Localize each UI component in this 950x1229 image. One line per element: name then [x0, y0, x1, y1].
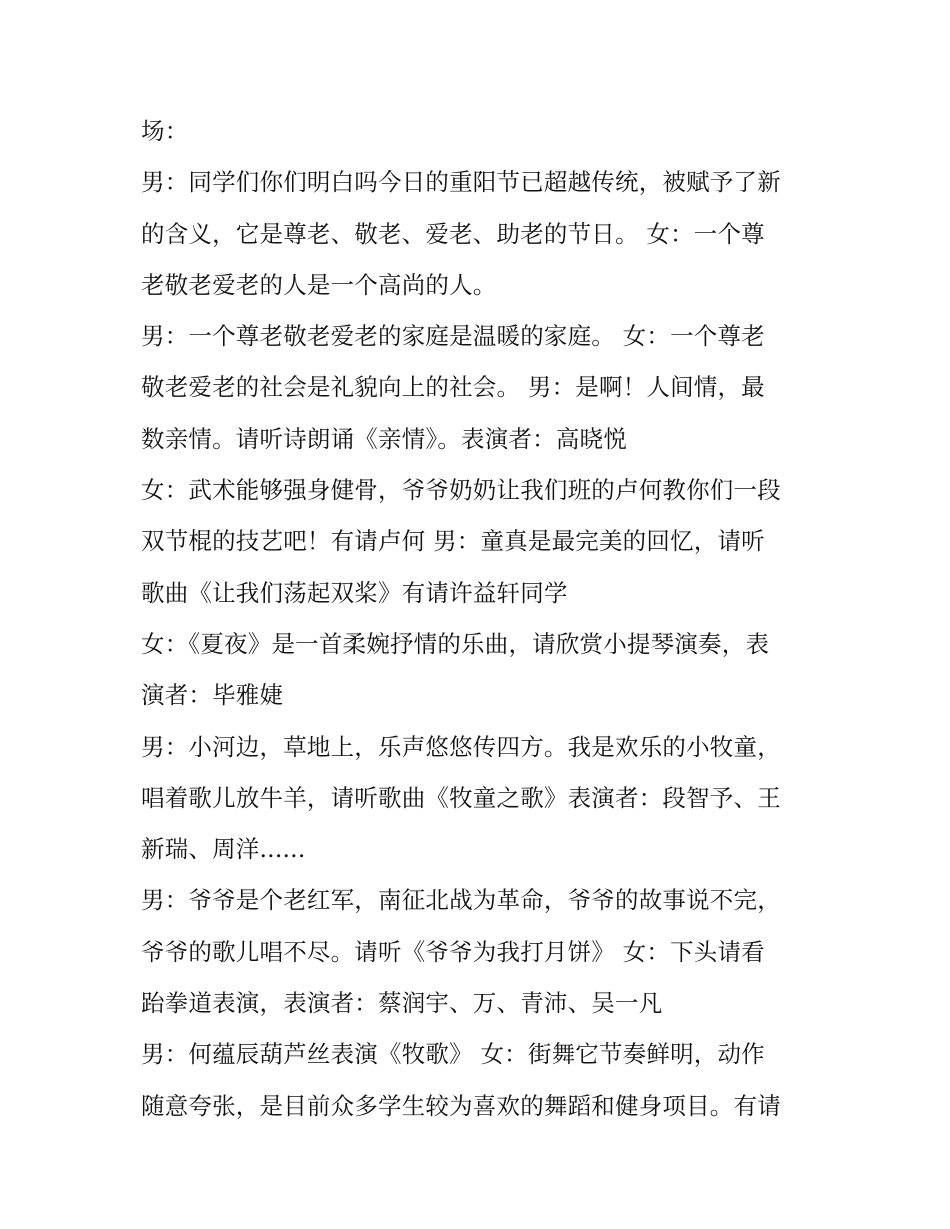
text-line-1: 场：	[141, 117, 189, 145]
text-line-9: 双节棍的技艺吧！有请卢何 男：童真是最完美的回忆，请听	[141, 527, 765, 556]
text-line-18: 跆拳道表演，表演者：蔡润宇、万、青沛、吴一凡	[141, 989, 663, 1018]
text-line-20: 随意夸张，是目前众多学生较为喜欢的舞蹈和健身项目。有请	[141, 1091, 781, 1120]
text-line-17: 爷爷的歌儿唱不尽。请听《爷爷为我打月饼》 女：下头请看	[141, 937, 765, 966]
text-line-13: 男：小河边，草地上，乐声悠悠传四方。我是欢乐的小牧童，	[141, 732, 781, 761]
text-line-8: 女：武术能够强身健骨，爷爷奶奶让我们班的卢何教你们一段	[141, 476, 781, 505]
text-line-12: 演者：毕雅婕	[141, 681, 284, 710]
text-line-6: 敬老爱老的社会是礼貌向上的社会。 男：是啊！人间情，最	[141, 373, 765, 402]
text-line-14: 唱着歌儿放牛羊，请听歌曲《牧童之歌》表演者：段智予、王	[141, 783, 781, 812]
text-line-3: 的含义，它是尊老、敬老、爱老、助老的节日。 女：一个尊	[141, 219, 765, 248]
text-line-16: 男：爷爷是个老红军，南征北战为革命，爷爷的故事说不完，	[141, 886, 781, 915]
text-line-10: 歌曲《让我们荡起双桨》有请许益轩同学	[141, 578, 568, 607]
script-text-block	[141, 106, 821, 1132]
text-line-4: 老敬老爱老的人是一个高尚的人。	[141, 270, 497, 299]
text-line-19: 男：何蕴辰葫芦丝表演《牧歌》 女：街舞它节奏鲜明，动作	[141, 1040, 765, 1069]
text-line-5: 男：一个尊老敬老爱老的家庭是温暖的家庭。 女：一个尊老	[141, 322, 765, 351]
text-line-2: 男：同学们你们明白吗今日的重阳节已超越传统，被赋予了新	[141, 168, 781, 197]
text-line-15: 新瑞、周洋......	[141, 835, 306, 864]
text-line-7: 数亲情。请听诗朗诵《亲情》。表演者：高晓悦	[141, 424, 627, 453]
text-line-11: 女：《夏夜》是一首柔婉抒情的乐曲，请欣赏小提琴演奏，表	[141, 629, 770, 658]
